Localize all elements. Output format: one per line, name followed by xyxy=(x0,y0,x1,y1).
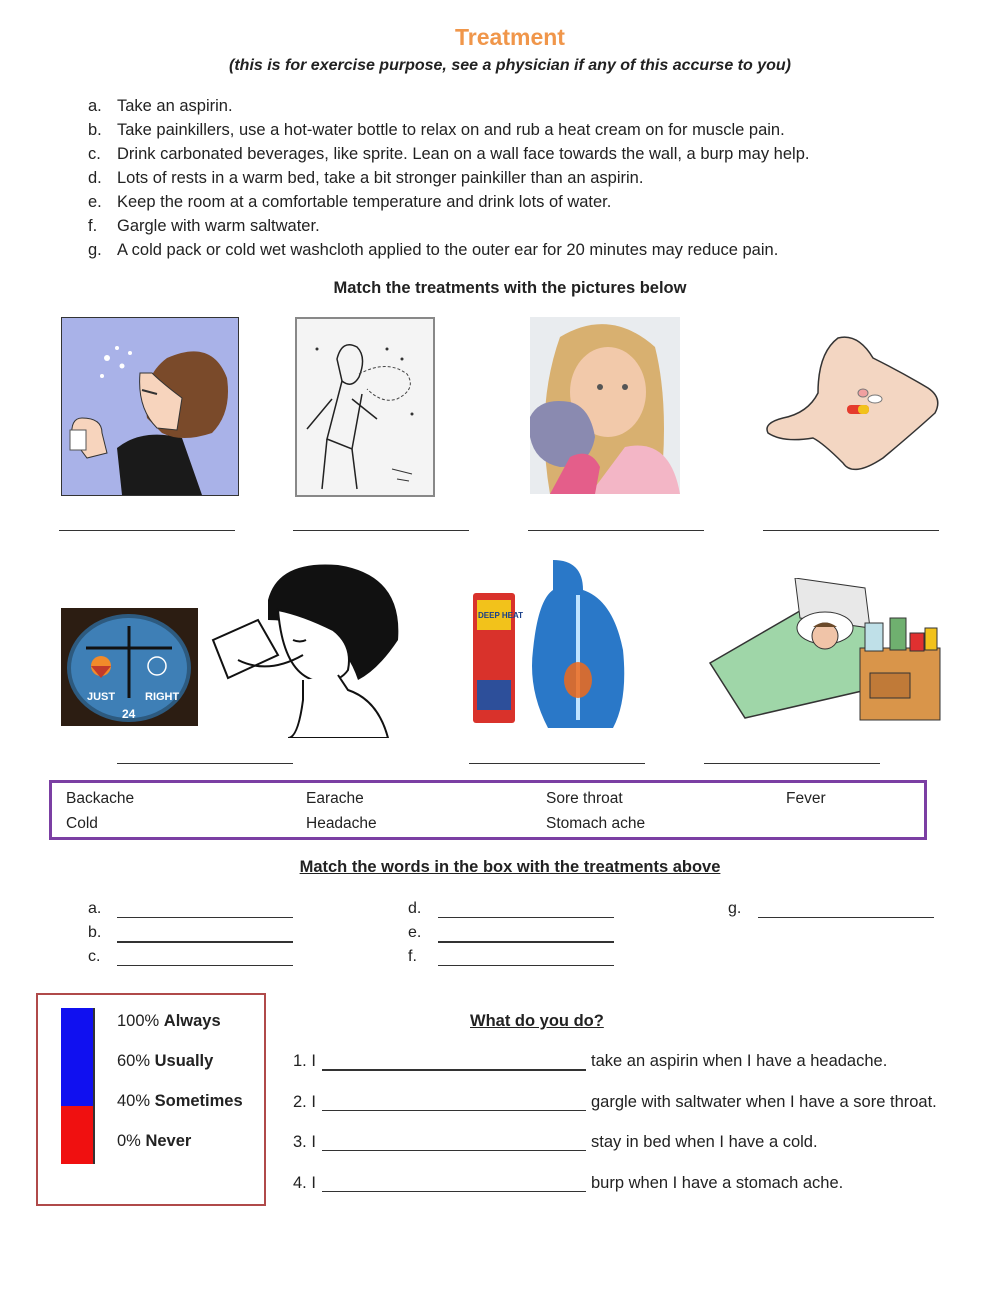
answer-line[interactable] xyxy=(117,763,293,764)
list-item: d. Lots of rests in a warm bed, take a bit stronger painkiller than an aspirin. xyxy=(88,169,644,187)
list-item: c. Drink carbonated beverages, like sprite. Lean on a wall face towards the wall, a burp may help. xyxy=(88,145,810,163)
drinking-water-illustration xyxy=(208,560,408,738)
list-item: e. Keep the room at a comfortable temperature and drink lots of water. xyxy=(88,193,612,211)
match-words-heading: Match the words in the box with the treatments above xyxy=(299,858,721,876)
word-stomach-ache: Stomach ache xyxy=(546,815,646,832)
answer-line[interactable] xyxy=(528,530,704,531)
match-letter-c: c. xyxy=(88,948,101,965)
match-letter-f: f. xyxy=(408,948,417,965)
match-letter-d: d. xyxy=(408,900,422,917)
legend-item: 40% Sometimes xyxy=(117,1092,243,1110)
bed-rest-picture xyxy=(705,578,945,730)
drinking-water-picture xyxy=(208,560,408,738)
pills-picture xyxy=(763,333,943,478)
cream-label: DEEP HEAT xyxy=(478,611,524,620)
sentence-num: 1. I xyxy=(293,1052,316,1070)
bed-rest-illustration xyxy=(705,578,945,730)
sentence-text: stay in bed when I have a cold. xyxy=(591,1133,818,1151)
match-letter-e: e. xyxy=(408,924,422,941)
match-line-e[interactable] xyxy=(438,941,614,943)
match-line-b[interactable] xyxy=(117,941,293,943)
word-box xyxy=(49,780,927,840)
answer-line[interactable] xyxy=(469,763,645,764)
match-line-c[interactable] xyxy=(117,965,293,966)
frequency-bar-bottom xyxy=(61,1106,93,1164)
treatment-list xyxy=(88,94,809,262)
list-item: f. Gargle with warm saltwater. xyxy=(88,217,320,235)
match-line-g[interactable] xyxy=(758,917,934,918)
word-backache: Backache xyxy=(66,790,135,807)
match-letter-g: g. xyxy=(728,900,742,917)
backache-illustration xyxy=(473,560,633,728)
sentence-num: 2. I xyxy=(293,1093,316,1111)
earache-picture xyxy=(530,317,680,494)
cough-picture xyxy=(295,317,435,497)
word-fever: Fever xyxy=(786,790,826,807)
match-line-f[interactable] xyxy=(438,965,614,966)
word-sore-throat: Sore throat xyxy=(546,790,623,807)
sentence-blank[interactable] xyxy=(322,1150,586,1151)
answer-line[interactable] xyxy=(293,530,469,531)
cough-illustration xyxy=(297,319,433,495)
match-line-a[interactable] xyxy=(117,917,293,918)
legend-item: 100% Always xyxy=(117,1012,221,1030)
match-pictures-heading: Match the treatments with the pictures below xyxy=(333,279,687,297)
sentence-num: 3. I xyxy=(293,1133,316,1151)
pills-illustration xyxy=(763,333,943,478)
legend-item: 60% Usually xyxy=(117,1052,214,1070)
list-item: g. A cold pack or cold wet washcloth applied to the outer ear for 20 minutes may reduce pain. xyxy=(88,241,779,259)
sentence-blank[interactable] xyxy=(322,1191,586,1192)
match-letter-a: a. xyxy=(88,900,102,917)
word-earache: Earache xyxy=(306,790,364,807)
page-title: Treatment xyxy=(455,24,565,50)
thermostat-label-24: 24 xyxy=(122,707,136,721)
word-cold: Cold xyxy=(66,815,98,832)
list-item: b. Take painkillers, use a hot-water bottle to relax on and rub a heat cream on for muscle pain. xyxy=(88,121,785,139)
backache-picture xyxy=(473,560,633,728)
gargle-picture xyxy=(61,317,239,496)
gargle-illustration xyxy=(62,318,238,495)
thermostat-picture xyxy=(61,608,198,726)
thermostat-illustration xyxy=(61,608,198,726)
frequency-heading: What do you do? xyxy=(470,1012,604,1030)
match-line-d[interactable] xyxy=(438,917,614,918)
sentence-text: burp when I have a stomach ache. xyxy=(591,1174,844,1192)
earache-illustration xyxy=(530,317,680,494)
sentence-blank[interactable] xyxy=(322,1069,586,1071)
thermostat-label-right: RIGHT xyxy=(145,691,180,703)
match-letter-b: b. xyxy=(88,924,102,941)
page-subtitle: (this is for exercise purpose, see a physician if any of this accurse to you) xyxy=(229,57,791,74)
sentence-num: 4. I xyxy=(293,1174,316,1192)
answer-line[interactable] xyxy=(59,530,235,531)
sentence-blank[interactable] xyxy=(322,1110,586,1111)
legend-item: 0% Never xyxy=(117,1132,192,1150)
answer-line[interactable] xyxy=(763,530,939,531)
word-headache: Headache xyxy=(306,815,377,832)
sentence-text: gargle with saltwater when I have a sore throat. xyxy=(591,1093,937,1111)
thermostat-label-just: JUST xyxy=(87,691,116,703)
list-item: a. Take an aspirin. xyxy=(88,97,233,115)
answer-line[interactable] xyxy=(704,763,880,764)
sentence-text: take an aspirin when I have a headache. xyxy=(591,1052,888,1070)
frequency-bar-axis xyxy=(93,1008,95,1164)
frequency-bar-top xyxy=(61,1008,93,1106)
